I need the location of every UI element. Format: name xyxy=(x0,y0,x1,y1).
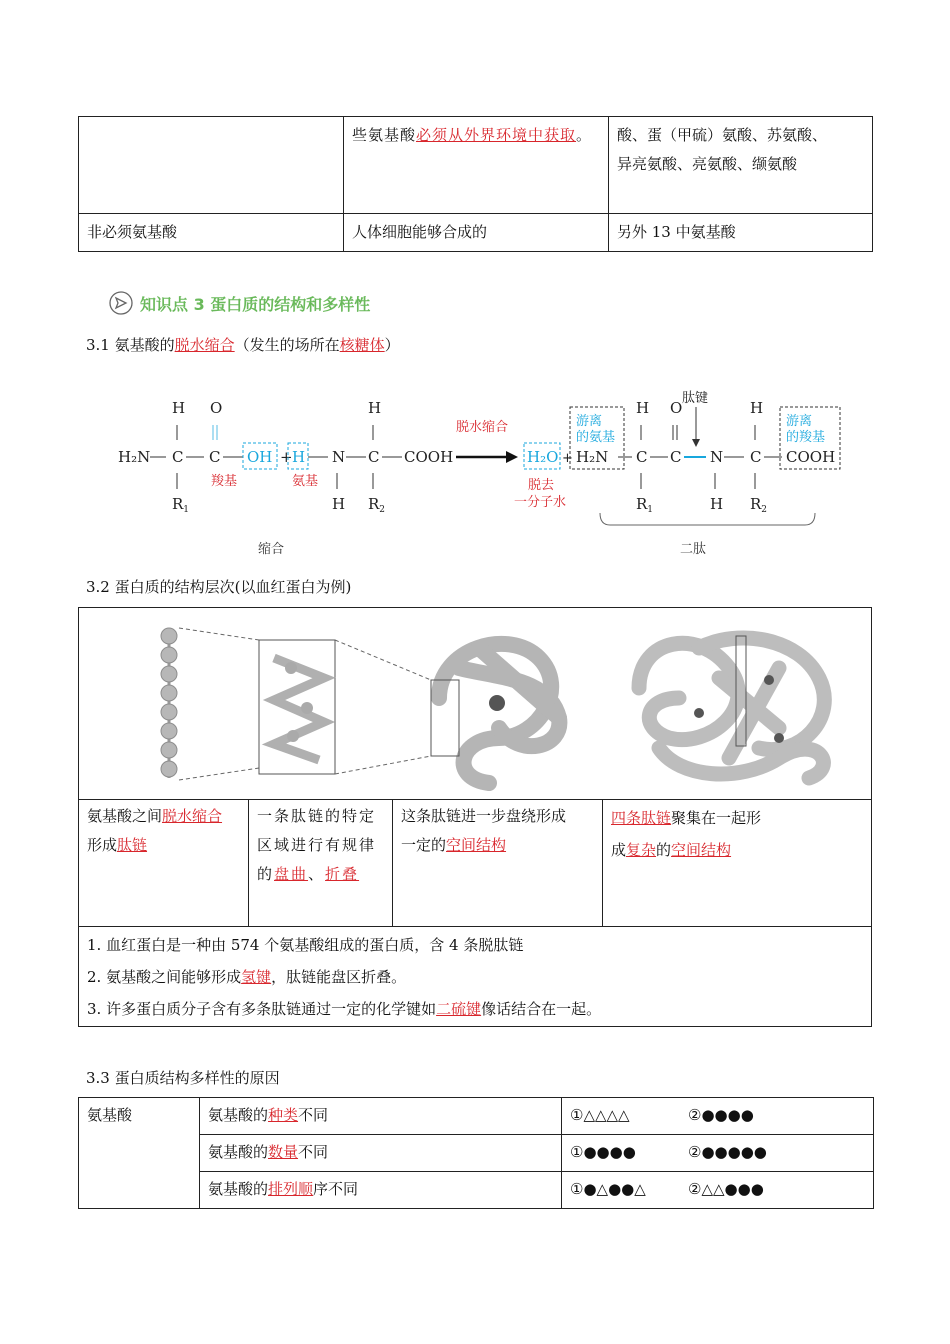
text: 异亮氨酸、亮氨酸、缬氨酸 xyxy=(617,155,798,173)
red-text: 数量 xyxy=(268,1143,299,1161)
cell-quaternary xyxy=(603,800,871,926)
text: 这条肽链进一步盘绕形成 xyxy=(401,807,567,825)
c-atom: C xyxy=(670,448,682,466)
text: 。 xyxy=(576,126,593,144)
h-atom: H xyxy=(172,399,186,417)
text: 氨基酸的 xyxy=(208,1143,269,1161)
cell-amino-label: 氨基酸 xyxy=(79,1098,200,1209)
example-2: ②△△●●● xyxy=(688,1180,764,1198)
text: 不同 xyxy=(298,1143,329,1161)
text: 像话结合在一起。 xyxy=(481,1000,602,1018)
text: 一定的 xyxy=(401,836,447,854)
text: 不同 xyxy=(298,1106,329,1124)
cooh-label: COOH xyxy=(404,448,454,466)
red-text: 氢键 xyxy=(241,968,272,986)
text: 序不同 xyxy=(313,1180,359,1198)
red-text: 空间结构 xyxy=(446,836,507,854)
cell-nonessential: 非必须氨基酸 xyxy=(79,214,344,252)
down-arrow-icon xyxy=(692,439,700,447)
note-3 xyxy=(87,993,863,1025)
red-text: 排列顺 xyxy=(268,1180,314,1198)
cell-number-example xyxy=(562,1135,874,1172)
structure-table xyxy=(78,607,872,1027)
s33-title: 3.3 蛋白质结构多样性的原因 xyxy=(86,1069,280,1087)
text: 2. 氨基酸之间能够形成 xyxy=(87,968,242,986)
carboxyl-label: 羧基 xyxy=(211,474,238,489)
r2-label: $R_2$ xyxy=(368,495,386,515)
c-atom: C xyxy=(636,448,648,466)
heading-title: 知识点 3 蛋白质的结构和多样性 xyxy=(140,294,371,314)
cell-nonessential-desc: 人体细胞能够合成的 xyxy=(344,214,609,252)
r2-label: $R_2$ xyxy=(750,495,768,515)
red-text: 肽链 xyxy=(117,836,148,854)
hemoglobin-structure-illustration xyxy=(79,608,871,799)
section-heading xyxy=(108,290,370,316)
text: （发生的场所在 xyxy=(234,336,340,354)
note-2 xyxy=(87,961,863,993)
caption-right: 二肽 xyxy=(680,542,707,557)
text: 、 xyxy=(308,865,326,883)
red-text: 复杂 xyxy=(626,841,657,859)
brace xyxy=(600,513,815,525)
example-1: ①●△●●△ xyxy=(570,1180,646,1198)
dehydration-diagram xyxy=(110,385,850,560)
c-atom: C xyxy=(209,448,221,466)
text: 形成 xyxy=(87,836,118,854)
text: 氨基酸的 xyxy=(208,1180,269,1198)
free-carboxyl-label: 的羧基 xyxy=(786,430,826,445)
h-atom: H xyxy=(368,399,382,417)
red-text: 核糖体 xyxy=(339,336,385,354)
h-atom: H xyxy=(332,495,346,513)
red-text: 二硫键 xyxy=(436,1000,482,1018)
red-text: 盘曲 xyxy=(274,865,309,883)
remove-label: 脱去 xyxy=(528,478,555,493)
text: 3. 许多蛋白质分子含有多条肽链通过一定的化学键如 xyxy=(87,1000,437,1018)
cell-kind xyxy=(200,1098,562,1135)
h-atom: H xyxy=(636,399,650,417)
n-atom: N xyxy=(710,448,724,466)
text: 氨基酸的 xyxy=(208,1106,269,1124)
text: 成 xyxy=(611,841,627,859)
cell-nonessential-count: 另外 13 中氨基酸 xyxy=(609,214,873,252)
red-text: 必须从外界环境中获取 xyxy=(416,126,577,144)
h2n-label: H₂N xyxy=(118,448,151,466)
amino-acid-table xyxy=(78,116,873,252)
caption-left: 缩合 xyxy=(258,542,285,557)
example-2: ②●●●● xyxy=(688,1106,754,1124)
red-text: 空间结构 xyxy=(671,841,732,859)
o-atom: O xyxy=(210,399,223,417)
plus-sign: + xyxy=(562,451,573,466)
remove-label: 一分子水 xyxy=(514,495,567,510)
water-label: H₂O xyxy=(527,448,559,466)
cooh-label: COOH xyxy=(786,448,836,466)
cell-order-example xyxy=(562,1172,874,1209)
text: 的 xyxy=(257,865,275,883)
cell-empty xyxy=(79,117,344,214)
text: 些氨基酸 xyxy=(352,126,417,144)
cell-order xyxy=(200,1172,562,1209)
h-label: H xyxy=(292,448,306,466)
h-atom: H xyxy=(750,399,764,417)
free-amino-label: 游离 xyxy=(576,414,603,429)
c-atom: C xyxy=(368,448,380,466)
notes-row xyxy=(79,926,871,1027)
text: 氨基酸之间 xyxy=(87,807,163,825)
cell-kind-example xyxy=(562,1098,874,1135)
cell-number xyxy=(200,1135,562,1172)
o-atom: O xyxy=(670,399,683,417)
peptide-bond-label: 肽键 xyxy=(682,391,709,406)
text: 一条肽链的特定 xyxy=(257,807,377,825)
diversity-table xyxy=(78,1097,874,1209)
s31-line xyxy=(86,334,400,355)
description-row xyxy=(79,799,871,926)
amino-label: 氨基 xyxy=(292,474,319,489)
red-text: 折叠 xyxy=(325,865,360,883)
text: 3.1 氨基酸的 xyxy=(86,336,175,354)
text: 区域进行有规律 xyxy=(257,836,377,854)
example-1: ①●●●● xyxy=(570,1143,636,1161)
c-atom: C xyxy=(750,448,762,466)
text: 的 xyxy=(656,841,672,859)
cell-primary xyxy=(79,800,249,926)
text: ，肽链能盘区折叠。 xyxy=(271,968,407,986)
cell-essential-desc xyxy=(344,117,609,214)
red-text: 种类 xyxy=(268,1106,299,1124)
s32-title: 3.2 蛋白质的结构层次(以血红蛋白为例) xyxy=(86,578,352,596)
example-2: ②●●●●● xyxy=(688,1143,767,1161)
h2n-label: H₂N xyxy=(576,448,609,466)
c-atom: C xyxy=(172,448,184,466)
arrow-circle-icon xyxy=(108,290,134,316)
red-text: 脱水缩合 xyxy=(174,336,235,354)
note-1: 1. 血红蛋白是一种由 574 个氨基酸组成的蛋白质，含 4 条脱肽链 xyxy=(87,936,524,954)
reaction-arrow-icon xyxy=(506,451,518,463)
text: ） xyxy=(384,336,400,354)
n-atom: N xyxy=(332,448,346,466)
text: 酸、蛋（甲硫）氨酸、苏氨酸、 xyxy=(617,126,828,144)
plus-sign: + xyxy=(280,448,293,466)
h-atom: H xyxy=(710,495,724,513)
text: 聚集在一起形 xyxy=(671,809,762,827)
r1-label: $R_1$ xyxy=(636,495,654,515)
red-text: 脱水缩合 xyxy=(162,807,223,825)
free-carboxyl-label: 游离 xyxy=(786,414,813,429)
cell-essential-list xyxy=(609,117,873,214)
oh-label: OH xyxy=(247,448,273,466)
cell-tertiary xyxy=(393,800,603,926)
r1-label: $R_1$ xyxy=(172,495,190,515)
red-text: 四条肽链 xyxy=(611,809,672,827)
cell-secondary xyxy=(249,800,393,926)
arrow-label: 脱水缩合 xyxy=(456,420,509,435)
example-1: ①△△△△ xyxy=(570,1106,630,1124)
free-amino-label: 的氨基 xyxy=(576,430,616,445)
